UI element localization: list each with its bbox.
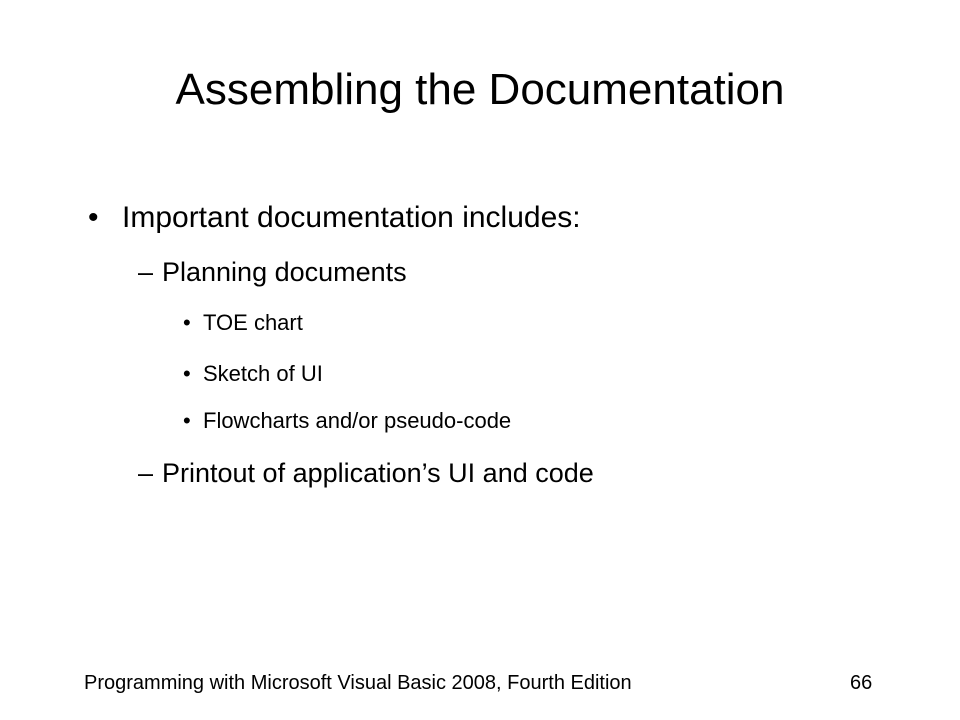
bullet-level2-printout xyxy=(138,457,788,489)
footer-course-title: Programming with Microsoft Visual Basic 2008, Fourth Edition xyxy=(84,672,632,694)
bullet-marker: • xyxy=(88,201,99,234)
bullet-marker: • xyxy=(183,361,191,386)
bullet-level3-sketch-of-ui xyxy=(183,360,683,388)
bullet-level3-flowcharts xyxy=(183,407,683,435)
dash-marker: – xyxy=(138,257,154,287)
bullet-marker: • xyxy=(183,310,191,335)
footer-page-number: 66 xyxy=(850,672,873,694)
bullet-text: Flowcharts and/or pseudo-code xyxy=(203,408,512,433)
dash-marker: – xyxy=(138,458,154,488)
bullet-text: TOE chart xyxy=(203,310,303,335)
slide-title: Assembling the Documentation xyxy=(175,65,785,114)
bullet-text: Important documentation includes: xyxy=(122,201,581,234)
bullet-text: Printout of application’s UI and code xyxy=(162,458,594,488)
bullet-level2-planning-documents xyxy=(138,256,738,288)
bullet-text: Sketch of UI xyxy=(203,361,323,386)
bullet-text: Planning documents xyxy=(162,257,407,287)
bullet-level3-toe-chart xyxy=(183,309,683,337)
bullet-level1-important-documentation xyxy=(88,200,788,236)
bullet-marker: • xyxy=(183,408,191,433)
